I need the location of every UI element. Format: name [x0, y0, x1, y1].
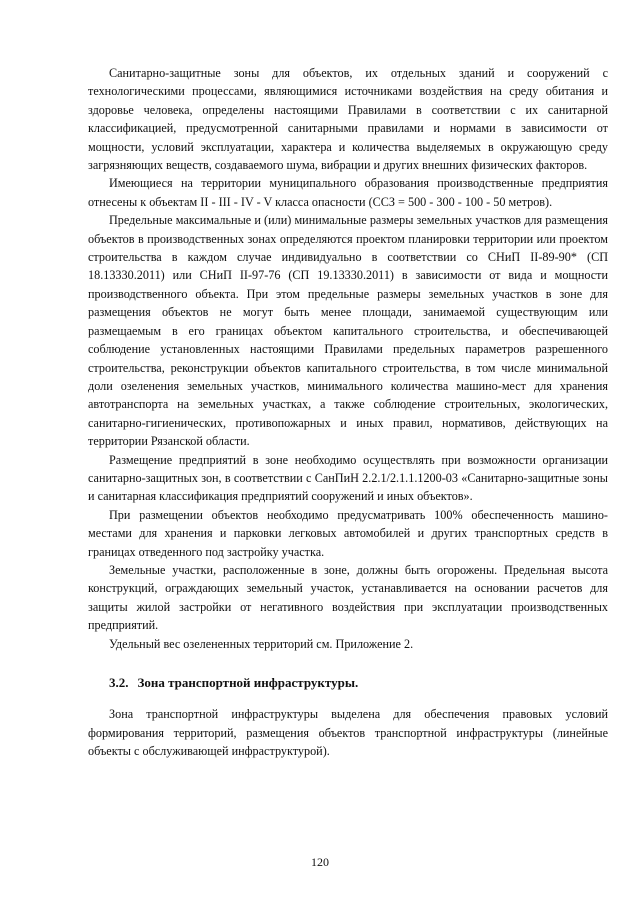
paragraph: Удельный вес озелененных территорий см. Приложение 2.: [109, 636, 414, 651]
paragraph: Санитарно-защитные зоны для объектов, их отдельных зданий и сооружений с технологическими процессами, являющимися источниками воздействия на среду обитания и здоровье человека, определены настоящими Правилами в соответствии с их санитарной классификацией, предусмотренной санитарными правилами и нормами в зависимости от мощности, условий эксплуатации, характера и количества выделяемых в окружающую среду загрязняющих веществ, создаваемого шума, вибрации и других внешних физических факторов.: [88, 66, 608, 173]
document-body: [88, 64, 608, 761]
page-number: 120: [311, 855, 329, 869]
paragraph: Имеющиеся на территории муниципального образования производственные предприятия отнесены к объектам II - III - IV - V класса опасности (ССЗ = 500 - 300 - 100 - 50 метров).: [88, 176, 608, 209]
paragraph: Земельные участки, расположенные в зоне, должны быть огорожены. Предельная высота конструкций, ограждающих земельный участок, устанавливается на основании расчетов для защиты жилой застройки от негативного воздействия при эксплуатации производственных предприятий.: [88, 562, 608, 633]
paragraph: Зона транспортной инфраструктуры выделена для обеспечения правовых условий формирования территорий, размещения объектов транспортной инфраструктуры (линейные объекты с обслуживающей инфраструктурой).: [88, 707, 608, 759]
paragraph: При размещении объектов необходимо предусматривать 100% обеспеченность машино-местами для хранения и парковки легковых автомобилей и других транспортных средств в границах отведенного под застройку участка.: [88, 507, 608, 559]
section-number: 3.2.: [109, 675, 129, 690]
paragraph: Размещение предприятий в зоне необходимо осуществлять при возможности организации санитарно-защитных зон, в соответствии с СанПиН 2.2.1/2.1.1.1200-03 «Санитарно-защитные зоны и санитарная классификация предприятий сооружений и иных объектов».: [88, 452, 608, 504]
paragraph: Предельные максимальные и (или) минимальные размеры земельных участков для размещения объектов в производственных зонах определяются проектом планировки территории или проектом строительства в каждом случае индивидуально в соответствии со СНиП II-89-90* (СП 18.13330.2011) или СНиП II-97-76 (СП 19.13330.2011) в зависимости от вида и мощности производственного объекта. При этом предельные размеры земельных участков в зоне для размещения объектов не могут быть менее площади, занимаемой существующим или размещаемым в его границах объектом капитального строительства, и обеспечивающей соблюдение установленных настоящими Правилами предельных параметров разрешенного строительства, реконструкции объектов капитального строительства, в том числе минимальной доли озеленения земельных участков, минимального количества машино-мест для хранения автотранспорта на земельных участках, а также соблюдение строительных, экологических, санитарно-гигиенических, противопожарных и иных правил, нормативов, действующих на территории Рязанской области.: [88, 213, 608, 449]
section-title: Зона транспортной инфраструктуры.: [137, 675, 359, 690]
section-heading: [88, 674, 608, 692]
